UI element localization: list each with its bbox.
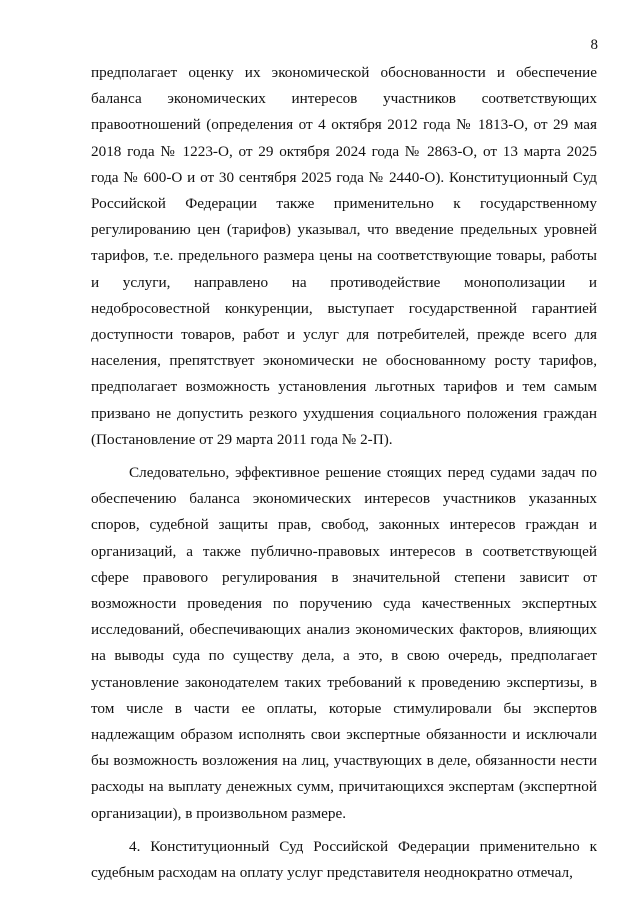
paragraph-conclusion: Следовательно, эффективное решение стоящих перед судами задач по обеспечению баланса экономических интересов участников указанных споров, судебной защиты прав, свобод, законных интересов граждан и организаций, а также публично-правовых интересов в соответствующей сфере правового регулирования в значительной степени зависит от возможности проведения по поручению суда качественных экспертных исследований, обеспечивающих анализ экономических факторов, влияющих на выводы суда по существу дела, а это, в свою очередь, предполагает установление законодателем таких требований к проведению экспертизы, в том числе в части ее оплаты, которые стимулировали бы экспертов надлежащим образом исполнять свои экспертные обязанности и исключали бы возможность возложения на лиц, участвующих в деле, обязанности нести расходы на выплату денежных сумм, причитающихся экспертам (экспертной организации), в произвольном размере. <box>91 464 597 822</box>
page-number: 8 <box>590 37 598 53</box>
document-body <box>91 60 597 886</box>
paragraph-continuation: предполагает оценку их экономической обоснованности и обеспечение баланса экономических интересов участников соответствующих правоотношений (определения от 4 октября 2012 года № 1813-О, от 29 мая 2018 года № 1223-О, от 29 октября 2024 года № 2863-О, от 13 марта 2025 года № 600-О и от 30 сентября 2025 года № 2440-О). Конституционный Суд Российской Федерации также применительно к государственному регулированию цен (тарифов) указывал, что введение предельных уровней тарифов, т.е. предельного размера цены на соответствующие товары, работы и услуги, направлено на противодействие монополизации и недобросовестной конкуренции, выступает государственной гарантией доступности товаров, работ и услуг для потребителей, прежде всего для населения, препятствует экономически не обоснованному росту тарифов, предполагает возможность установления льготных тарифов и тем самым призвано не допустить резкого ухудшения социального положения граждан (Постановление от 29 марта 2011 года № 2-П). <box>91 64 597 448</box>
paragraph-section-4: 4. Конституционный Суд Российской Федерации применительно к судебным расходам на оплату услуг представителя неоднократно отмечал, <box>91 837 597 882</box>
